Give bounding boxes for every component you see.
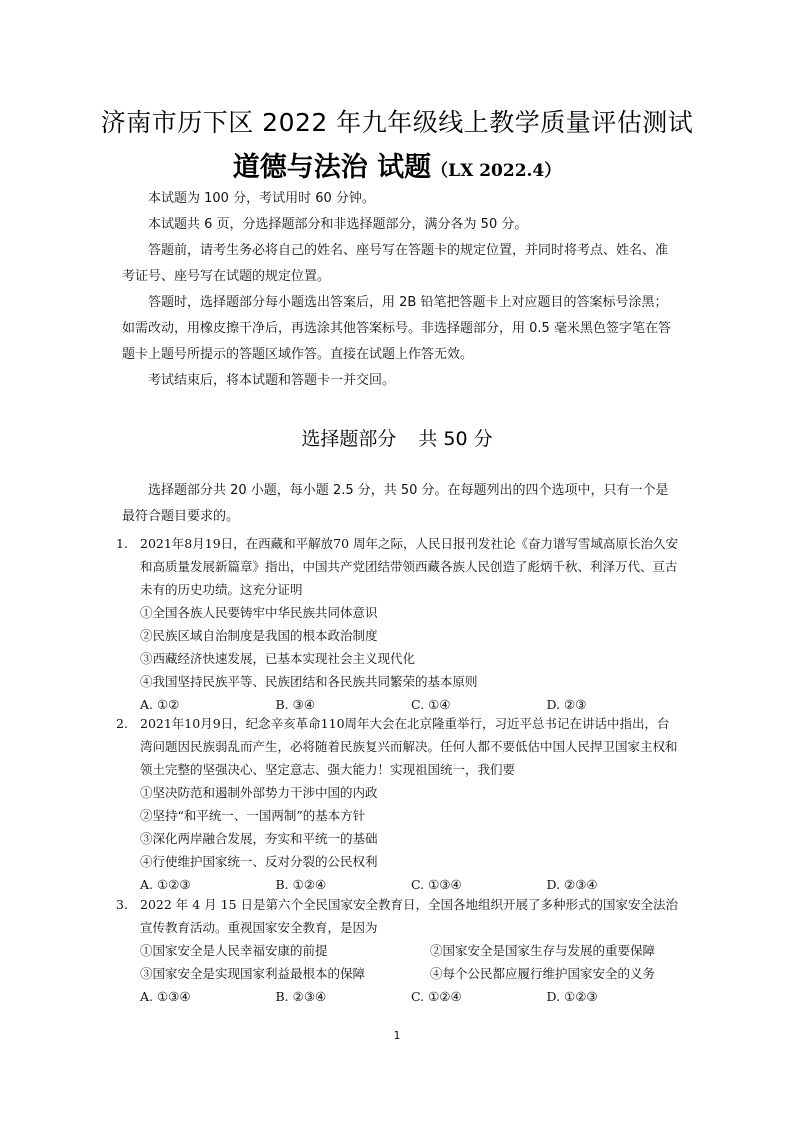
statement-item: ③西藏经济快速发展，已基本实现社会主义现代化 bbox=[140, 651, 416, 666]
statement-item: ③国家安全是实现国家利益最根本的保障 bbox=[140, 966, 366, 981]
question-1 bbox=[116, 532, 682, 716]
choice-b: B. ③④ bbox=[275, 697, 316, 712]
instruction-5: 考试结束后，将本试题和答题卡一并交回。 bbox=[148, 373, 396, 388]
choice-c: C. ①②④ bbox=[411, 989, 462, 1004]
question-stem bbox=[116, 712, 682, 781]
statement-item: ②民族区域自治制度是我国的根本政治制度 bbox=[140, 628, 378, 643]
instruction-4: 答题时，选择题部分每小题选出答案后，用 2B 铅笔把答题卡上对应题目的答案标号涂黑；如需改动，用橡皮擦干净后，再选涂其他答案标号。非选择题部分，用 0.5 毫米黑色签字笔在答题卡上题号所提示的答题区域作答。直接在试题上作答无效。 bbox=[122, 295, 671, 362]
statement-item: ①国家安全是人民幸福安康的前提 bbox=[140, 943, 328, 958]
question-text: 2021年10月9日，纪念辛亥革命110周年大会在北京隆重举行，习近平总书记在讲话中指出，台湾问题因民族弱乱而产生，必将随着民族复兴而解决。任何人都不要低估中国人民捍卫国家主权和领土完整的坚强决心、坚定意志、强大能力！实现祖国统一，我们要 bbox=[140, 716, 678, 777]
question-number: 3. bbox=[116, 897, 128, 912]
section-title-name: 选择题部分 bbox=[301, 428, 397, 450]
question-number: 1. bbox=[116, 536, 128, 551]
section-intro bbox=[122, 478, 678, 530]
choice-c: C. ①③④ bbox=[411, 877, 462, 892]
instruction-1: 本试题为 100 分，考试用时 60 分钟。 bbox=[148, 191, 375, 206]
instruction-2: 本试题共 6 页，分选择题部分和非选择题部分，满分各为 50 分。 bbox=[148, 217, 528, 232]
instructions bbox=[122, 186, 674, 394]
subject-name: 道德与法治 试题 bbox=[232, 152, 432, 183]
question-3 bbox=[116, 893, 682, 1008]
choice-a: A. ①②③ bbox=[140, 877, 191, 892]
question-text: 2022 年 4 月 15 日是第六个全民国家安全教育日，全国各地组织开展了多种形式的国家安全法治宣传教育活动。重视国家安全教育，是因为 bbox=[140, 897, 679, 935]
exam-title: 济南市历下区 2022 年九年级线上教学质量评估测试 bbox=[100, 108, 694, 137]
question-stem bbox=[116, 893, 682, 939]
section-title bbox=[0, 424, 794, 451]
page-number: 1 bbox=[393, 1029, 401, 1042]
question-2 bbox=[116, 712, 682, 896]
subject-title bbox=[0, 145, 794, 184]
statement-row bbox=[116, 939, 682, 962]
statement-item: ④每个公民都应履行维护国家安全的义务 bbox=[430, 966, 656, 981]
statement-row bbox=[116, 962, 682, 985]
choice-b: B. ①②④ bbox=[275, 877, 327, 892]
section-intro-text: 选择题部分共 20 小题，每小题 2.5 分，共 50 分。在每题列出的四个选项中，只有一个是最符合题目要求的。 bbox=[122, 483, 669, 524]
answer-choices bbox=[116, 985, 682, 1008]
choice-d: D. ②③ bbox=[546, 697, 587, 712]
choice-d: D. ②③④ bbox=[546, 877, 598, 892]
question-text: 2021年8月19日，在西藏和平解放70 周年之际，人民日报刊发社论《奋力谱写雪域高原长治久安和高质量发展新篇章》指出，中国共产党团结带领西藏各族人民创造了彪炳千秋、利泽万代、亘古未有的历史功绩。这充分证明 bbox=[140, 536, 679, 597]
choice-b: B. ②③④ bbox=[275, 989, 327, 1004]
section-title-score: 共 50 分 bbox=[418, 428, 493, 450]
statement-item: ④我国坚持民族平等、民族团结和各民族共同繁荣的基本原则 bbox=[140, 674, 478, 689]
statement-item: ②国家安全是国家生存与发展的重要保障 bbox=[430, 943, 656, 958]
statement-item: ②坚持“和平统一、一国两制”的基本方针 bbox=[140, 808, 366, 823]
choice-d: D. ①②③ bbox=[546, 989, 598, 1004]
instruction-3: 答题前，请考生务必将自己的姓名、座号写在答题卡的规定位置，并同时将考点、姓名、准考证号、座号写在试题的规定位置。 bbox=[122, 243, 669, 284]
question-number: 2. bbox=[116, 716, 128, 731]
exam-code: （LX 2022.4） bbox=[431, 161, 562, 181]
statement-item: ①全国各族人民要铸牢中华民族共同体意识 bbox=[140, 605, 378, 620]
choice-a: A. ①② bbox=[140, 697, 180, 712]
question-stem bbox=[116, 532, 682, 601]
statement-item: ④行使维护国家统一、反对分裂的公民权利 bbox=[140, 854, 378, 869]
choice-a: A. ①③④ bbox=[140, 989, 191, 1004]
statement-item: ③深化两岸融合发展，夯实和平统一的基础 bbox=[140, 831, 378, 846]
choice-c: C. ①④ bbox=[411, 697, 451, 712]
statement-item: ①坚决防范和遏制外部势力干涉中国的内政 bbox=[140, 785, 378, 800]
